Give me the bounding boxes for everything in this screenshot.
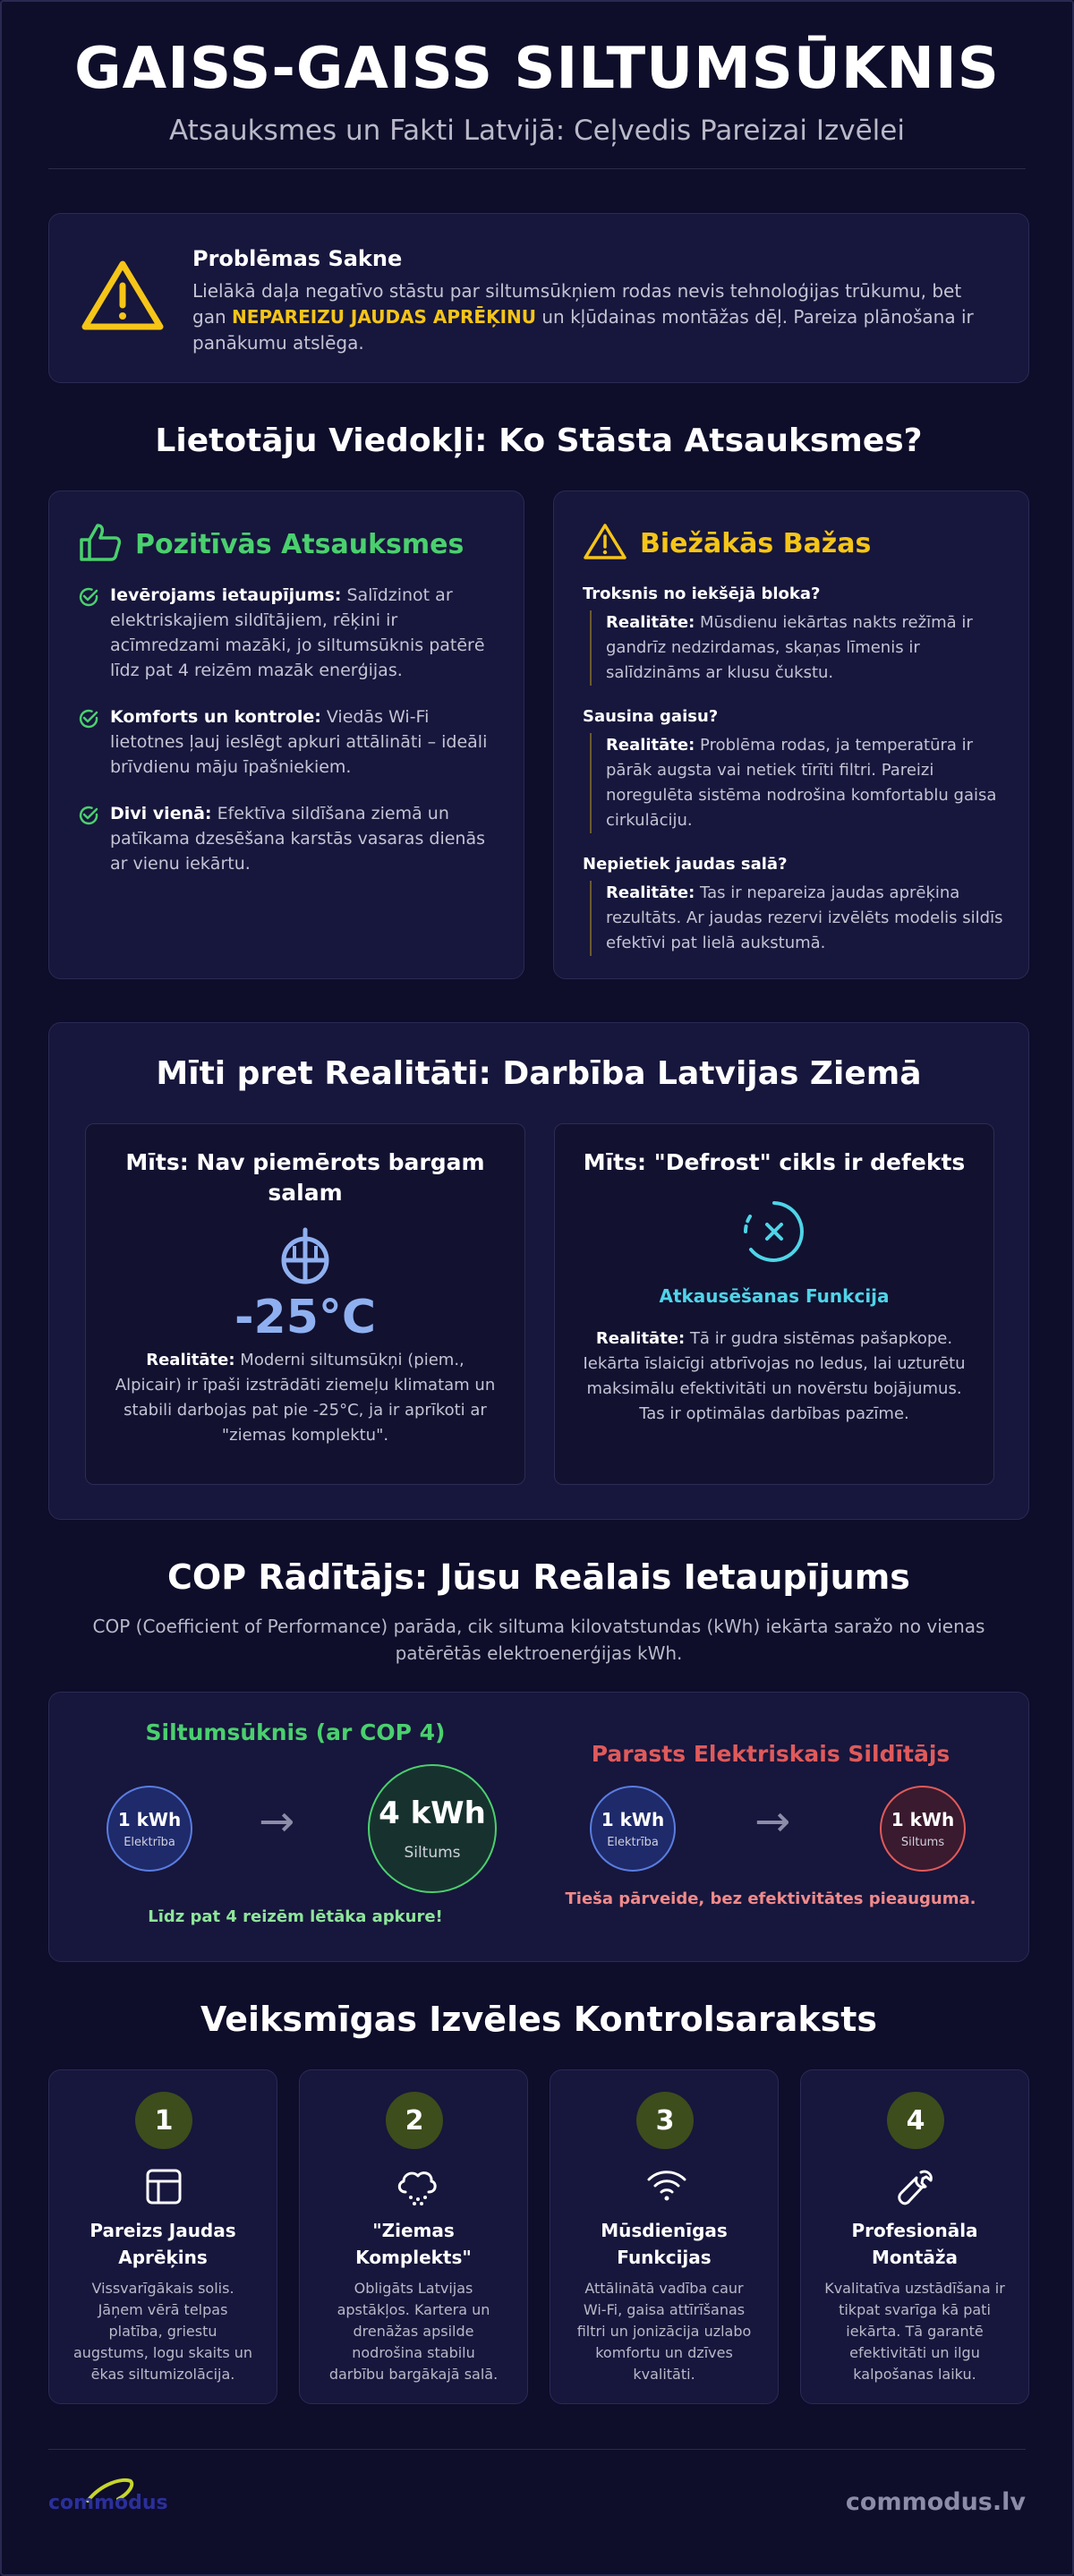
step-number: 3 — [636, 2092, 694, 2149]
step-title: "Ziemas Komplekts" — [355, 2220, 472, 2268]
check-circle-icon — [78, 586, 99, 683]
footer-divider — [48, 2449, 1026, 2450]
list-item: Troksnis no iekšējā bloka? Realitāte: Mūsdienu iekārtas nakts režīmā ir gandrīz nedzirdamas, skaņas līmenis ir salīdzināms ar klusu čukstu. — [583, 584, 1003, 686]
heat-pump-input-circle: 1 kWh Elektrība — [107, 1786, 192, 1872]
company-logo[interactable] — [48, 2472, 174, 2529]
thermometer-icon — [86, 1226, 524, 1289]
page-subtitle: Atsauksmes un Fakti Latvijā: Ceļvedis Pareizai Izvēlei — [169, 115, 905, 147]
arrow-right-icon: → — [754, 1796, 791, 1847]
myths-title: Mīti pret Realitāti: Darbība Latvijas Ziemā — [156, 1055, 922, 1092]
cop-title: COP Rādītājs: Jūsu Reālais Ietaupījums — [167, 1557, 910, 1597]
myth-card — [85, 1123, 525, 1485]
wifi-icon — [645, 2167, 688, 2206]
check-circle-icon — [78, 708, 99, 780]
website-link[interactable]: commodus.lv — [845, 2488, 1026, 2516]
header-divider — [48, 168, 1026, 169]
list-item: Ievērojams ietaupījums: Salīdzinot ar elektriskajiem sildītājiem, rēķini ir acīmredzami mazāki, jo siltumsūknis patērē līdz pat 4 reizēm mazāk enerģijas. — [78, 583, 499, 683]
step-title: Profesionāla Montāža — [851, 2220, 978, 2268]
myth-title: Mīts: Nav piemērots bargam salam — [125, 1149, 485, 1206]
header — [2, 2, 1072, 147]
concerns-heading: Biežākās Bažas — [640, 527, 872, 559]
checklist-title: Veiksmīgas Izvēles Kontrolsaraksts — [200, 2000, 878, 2039]
problem-title: Problēmas Sakne — [192, 246, 403, 271]
list-item: Nepietiek jaudas salā? Realitāte: Tas ir nepareiza jaudas aprēķina rezultāts. Ar jaudas rezervi izvēlēts modelis sildīs efektīvi pat lielā aukstumā. — [583, 855, 1003, 956]
defrost-function-label: Atkausēšanas Funkcija — [659, 1285, 890, 1307]
logo-text: commodus — [48, 2492, 168, 2514]
step-text: Attālinātā vadība caur Wi-Fi, gaisa attīrīšanas filtri un jonizācija uzlabo komfortu un dzīves kvalitāti. — [576, 2280, 752, 2383]
step-text: Kvalitatīva uzstādīšana ir tikpat svarīga kā pati iekārta. Tā garantē efektivitāti un ilgu kalpošanas laiku. — [824, 2280, 1005, 2383]
arrow-right-icon: → — [259, 1796, 295, 1847]
list-item: Divi vienā: Efektīva sildīšana ziemā un patīkama dzesēšana karstās vasaras dienās ar vienu iekārtu. — [78, 801, 499, 876]
step-text: Vissvarīgākais solis. Jāņem vērā telpas platība, griestu augstums, logu skaits un ēkas siltumizolācija. — [72, 2280, 253, 2383]
checklist-step — [48, 2069, 277, 2404]
snow-cloud-icon — [395, 2167, 438, 2210]
electric-input-circle: 1 kWh Elektrība — [590, 1786, 676, 1872]
electric-output-circle: 1 kWh Siltums — [880, 1786, 966, 1872]
temperature-value: -25°C — [234, 1291, 377, 1344]
step-title: Mūsdienīgas Funkcijas — [601, 2220, 728, 2268]
electric-note: Tieša pārveide, bez efektivitātes pieauguma. — [565, 1889, 976, 1908]
heat-pump-title: Siltumsūknis (ar COP 4) — [145, 1719, 446, 1745]
myths-section — [48, 1022, 1029, 1520]
defrost-timer-icon — [555, 1198, 993, 1269]
concerns-card — [553, 490, 1029, 979]
cop-comparison — [48, 1692, 1029, 1962]
positive-heading: Pozitīvās Atsauksmes — [135, 528, 465, 560]
list-item: Komforts un kontrole: Viedās Wi-Fi lietotnes ļauj ieslēgt apkuri attālināti – ideāli brīvdienu māju īpašniekiem. — [78, 704, 499, 780]
step-number: 2 — [386, 2092, 443, 2149]
list-item: Sausina gaisu? Realitāte: Problēma rodas, ja temperatūra ir pārāk augsta vai netiek tīrīti filtri. Pareizi noregulēta sistēma nodrošina komfortablu gaisa cirkulāciju. — [583, 707, 1003, 833]
heat-pump-note: Līdz pat 4 reizēm lētāka apkure! — [148, 1907, 443, 1926]
problem-highlight: NEPAREIZU JAUDAS APRĒĶINU — [231, 306, 537, 328]
check-circle-icon — [78, 805, 99, 876]
step-number: 1 — [135, 2092, 192, 2149]
problem-card — [48, 213, 1029, 383]
cop-description: COP (Coefficient of Performance) parāda, cik siltuma kilovatstundas (kWh) iekārta saražo no vienas patērētās elektroenerģijas kWh. — [92, 1616, 985, 1664]
problem-text: Lielākā daļa negatīvo stāstu par siltumsūkņiem rodas nevis tehnoloģijas trūkumu, bet gan NEPAREIZU JAUDAS APRĒĶINU un kļūdainas montāžas dēļ. Pareiza plānošana ir panākumu atslēga. — [192, 280, 974, 354]
step-text: Obligāts Latvijas apstākļos. Kartera un drenāžas apsilde nodrošina stabilu darbību bargākajā salā. — [328, 2280, 499, 2383]
myth-card — [554, 1123, 994, 1485]
positive-reviews-card — [48, 490, 524, 979]
myth-reality: Realitāte: Tā ir gudra sistēmas pašapkope. Iekārta īslaicīgi atbrīvojas no ledus, lai uzturētu maksimālu efektivitāti un novērstu bojājumus. Tas ir optimālas darbības pazīme. — [583, 1329, 966, 1423]
wrench-icon — [896, 2167, 935, 2210]
warning-triangle-icon — [81, 259, 164, 336]
warning-triangle-icon — [583, 522, 627, 565]
page-title: GAISS-GAISS SILTUMSŪKNIS — [74, 36, 1000, 102]
floor-plan-icon — [144, 2167, 183, 2210]
step-number: 4 — [887, 2092, 944, 2149]
electric-heater-title: Parasts Elektriskais Sildītājs — [591, 1741, 950, 1767]
checklist-step — [550, 2069, 779, 2404]
checklist-step — [299, 2069, 528, 2404]
myth-title: Mīts: "Defrost" cikls ir defekts — [583, 1149, 966, 1175]
reviews-title: Lietotāju Viedokļi: Ko Stāsta Atsauksmes? — [155, 422, 923, 459]
checklist-step — [800, 2069, 1029, 2404]
myth-reality: Realitāte: Moderni siltumsūkņi (piem., Alpicair) ir īpaši izstrādāti ziemeļu klimatam un stabili darbojas pat pie -25°C, ja ir aprīkoti ar "ziemas komplektu". — [115, 1351, 496, 1445]
heat-pump-output-circle: 4 kWh Siltums — [368, 1764, 497, 1893]
step-title: Pareizs Jaudas Aprēķins — [90, 2220, 236, 2268]
thumbs-up-icon — [78, 522, 123, 567]
